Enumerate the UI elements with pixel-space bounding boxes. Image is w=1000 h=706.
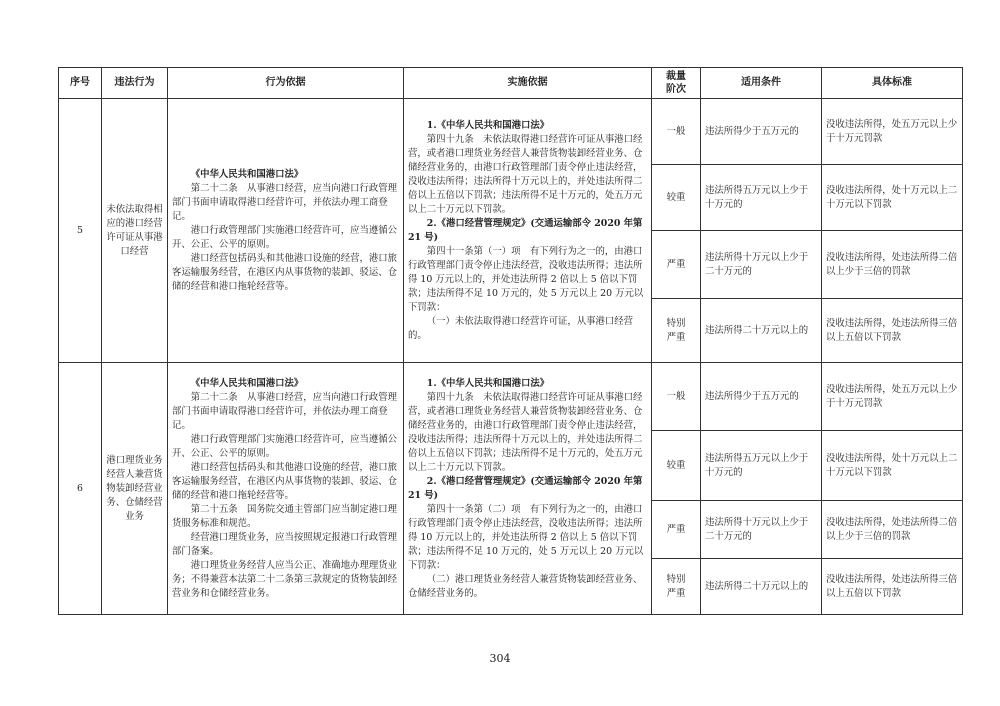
col-header-level: 裁量 阶次 (652, 68, 701, 99)
impl-title-1: 1.《中华人民共和国港口法》 (426, 377, 550, 389)
table-row (59, 363, 963, 431)
condition-cell: 违法所得十万元以上少于二十万元的 (701, 231, 822, 299)
col-header-act: 违法行为 (102, 68, 168, 99)
level-cell: 较重 (652, 431, 701, 501)
condition-cell: 违法所得少于五万元的 (701, 363, 822, 431)
impl-title-2: 2.《港口经营管理规定》(交通运输部令 2020 年第 21 号) (408, 217, 643, 243)
violation-cell: 未依法取得相应的港口经营许可证从事港口经营 (102, 99, 168, 363)
law-title: 《中华人民共和国港口法》 (190, 377, 304, 389)
basis-paragraph: 第二十二条 从事港口经营，应当向港口行政管理部门书面申请取得港口经营许可，并依法办理工商登记。 (172, 182, 398, 222)
standard-cell: 没收违法所得，处五万元以上少于十万元罚款 (822, 363, 963, 431)
header-row (59, 68, 963, 99)
basis-paragraph: 港口经营包括码头和其他港口设施的经营，港口旅客运输服务经营，在港区内从事货物的装卸、驳运、仓储的经营和港口拖轮经营等。 (172, 252, 398, 292)
basis-paragraph: 港口经营包括码头和其他港口设施的经营，港口旅客运输服务经营，在港区内从事货物的装卸、驳运、仓储的经营和港口拖轮经营等。 (172, 461, 398, 501)
level-cell: 严重 (652, 501, 701, 559)
condition-cell: 违法所得十万元以上少于二十万元的 (701, 501, 822, 559)
row-number: 5 (59, 99, 102, 363)
law-title: 《中华人民共和国港口法》 (190, 168, 304, 180)
impl-title-1: 1.《中华人民共和国港口法》 (426, 119, 550, 131)
condition-cell: 违法所得五万元以上少于十万元的 (701, 431, 822, 501)
basis-cell (168, 363, 404, 615)
basis-paragraph: 第二十五条 国务院交通主管部门应当制定港口理货服务标准和规范。 (172, 503, 398, 529)
condition-cell: 违法所得二十万元以上的 (701, 299, 822, 363)
level-cell: 严重 (652, 231, 701, 299)
condition-cell: 违法所得少于五万元的 (701, 99, 822, 165)
basis-paragraph: 港口行政管理部门实施港口经营许可，应当遵循公开、公正、公平的原则。 (172, 433, 398, 459)
impl-paragraph: 第四十九条 未依法取得港口经营许可证从事港口经营，或者港口理货业务经营人兼营货物装卸经营业务、仓储经营业务的，由港口行政管理部门责令停止违法经营，没收违法所得；违法所得十万元以上的，并处违法所得二倍以上五倍以下罚款；违法所得不足十万元的，处五万元以上二十万元以下罚款。 (408, 133, 643, 215)
condition-cell: 违法所得五万元以上少于十万元的 (701, 165, 822, 231)
standard-cell: 没收违法所得，处十万元以上二十万元以下罚款 (822, 431, 963, 501)
impl-paragraph: （二）港口理货业务经营人兼营货物装卸经营业务、仓储经营业务的。 (408, 573, 643, 599)
impl-title-2: 2.《港口经营管理规定》(交通运输部令 2020 年第 21 号) (408, 475, 643, 501)
standard-cell: 没收违法所得，处违法所得三倍以上五倍以下罚款 (822, 299, 963, 363)
row-number: 6 (59, 363, 102, 615)
penalty-table (58, 67, 963, 615)
basis-paragraph: 第二十二条 从事港口经营，应当向港口行政管理部门书面申请取得港口经营许可，并依法办理工商登记。 (172, 391, 398, 431)
page-number: 304 (489, 652, 511, 665)
basis-paragraph: 港口理货业务经营人应当公正、准确地办理理货业务；不得兼营本法第二十二条第三款规定的货物装卸经营业务和仓储经营业务。 (172, 559, 398, 599)
col-header-cond: 适用条件 (701, 68, 822, 99)
level-cell: 一般 (652, 99, 701, 165)
level-cell: 特别严重 (652, 299, 701, 363)
table-row (59, 99, 963, 165)
level-cell: 较重 (652, 165, 701, 231)
col-header-no: 序号 (59, 68, 102, 99)
basis-paragraph: 港口行政管理部门实施港口经营许可，应当遵循公开、公正、公平的原则。 (172, 224, 398, 250)
standard-cell: 没收违法所得，处违法所得二倍以上少于三倍的罚款 (822, 501, 963, 559)
impl-paragraph: （一）未依法取得港口经营许可证，从事港口经营的。 (408, 315, 634, 341)
standard-cell: 没收违法所得，处违法所得三倍以上五倍以下罚款 (822, 559, 963, 615)
col-header-std: 具体标准 (822, 68, 963, 99)
condition-cell: 违法所得二十万元以上的 (701, 559, 822, 615)
impl-paragraph: 第四十九条 未依法取得港口经营许可证从事港口经营，或者港口理货业务经营人兼营货物装卸经营业务、仓储经营业务的，由港口行政管理部门责令停止违法经营，没收违法所得；违法所得十万元以上的，并处违法所得二倍以上五倍以下罚款；违法所得不足十万元的，处五万元以上二十万元以下罚款。 (408, 391, 643, 473)
standard-cell: 没收违法所得，处五万元以上少于十万元罚款 (822, 99, 963, 165)
impl-cell (404, 99, 652, 363)
col-header-impl: 实施依据 (404, 68, 652, 99)
impl-cell (404, 363, 652, 615)
basis-paragraph: 经营港口理货业务，应当按照规定报港口行政管理部门备案。 (172, 531, 398, 557)
standard-cell: 没收违法所得，处违法所得二倍以上少于三倍的罚款 (822, 231, 963, 299)
level-cell: 特别严重 (652, 559, 701, 615)
violation-cell: 港口理货业务经营人兼营货物装卸经营业务、仓储经营业务 (102, 363, 168, 615)
basis-cell (168, 99, 404, 363)
level-cell: 一般 (652, 363, 701, 431)
standard-cell: 没收违法所得，处十万元以上二十万元以下罚款 (822, 165, 963, 231)
impl-paragraph: 第四十一条第（二）项 有下列行为之一的，由港口行政管理部门责令停止违法经营，没收违法所得；违法所得 10 万元以上的，并处违法所得 2 倍以上 5 倍以下罚款；违法所得不足 10 万元的，处 5 万元以上 20 万元以下罚款： (408, 503, 644, 571)
impl-paragraph: 第四十一条第（一）项 有下列行为之一的，由港口行政管理部门责令停止违法经营，没收违法所得；违法所得 10 万元以上的，并处违法所得 2 倍以上 5 倍以下罚款；违法所得不足 10 万元的，处 5 万元以上 20 万元以下罚款： (408, 245, 644, 313)
col-header-basis: 行为依据 (168, 68, 404, 99)
